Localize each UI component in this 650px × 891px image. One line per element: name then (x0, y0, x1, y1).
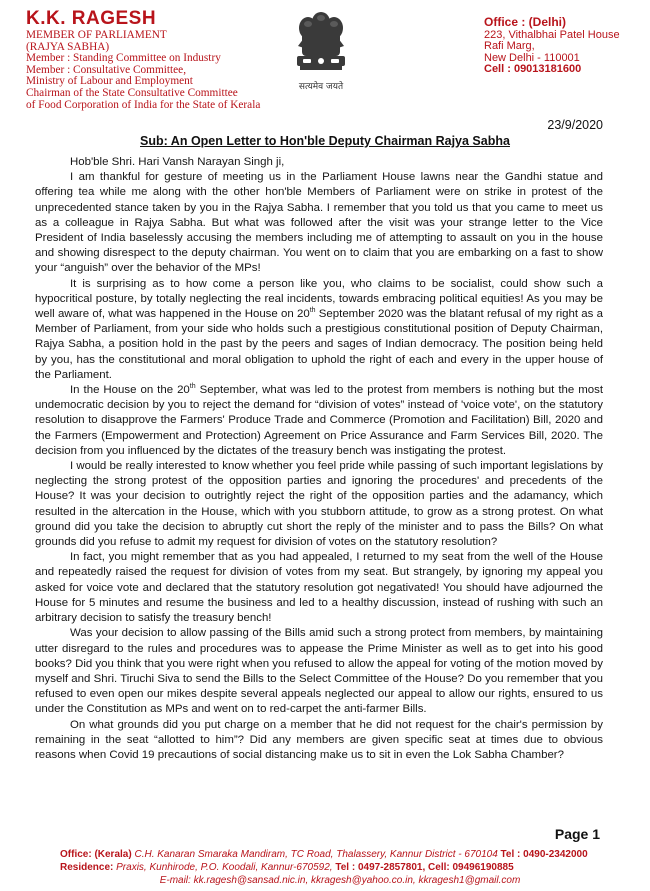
footer-residence-line (60, 861, 620, 874)
sender-name: K.K. RAGESH (26, 8, 157, 29)
footer-office-tel: Tel : 0490-2342000 (500, 849, 588, 860)
office-line: 223, Vithalbhai Patel House (484, 28, 620, 41)
delhi-office-block (484, 17, 620, 76)
footer-residence-address: Praxis, Kunhirode, P.O. Koodali, Kannur-670592, (116, 862, 333, 873)
body-paragraph: In the House on the 20th September, what was led to the protest from members is nothing but the most undemocratic decision by you to reject the demand for “division of votes” instead of 'voice vote', on the statutory resolution to disapprove the Farmers' Produce Trade and Commerce (Promotion and Facilitation) Bill, 2020 and the Farmers (Empowerment and Protection) Agreement on Price Assurance and Farm Services Bill, 2020. The decision from you influenced by the dictates of the treasury bench was instigating the protest. (35, 383, 604, 457)
office-line: Rafi Marg, (484, 40, 535, 53)
body-paragraph: On what grounds did you put charge on a member that he did not request for the chair's permission by remaining in the seat “allotted to him”? Did any members are given specific seat at times due to obvious reasons when Covid 19 precautions of social distancing make us to sit in even the Lok Sabha Chamber? (35, 718, 603, 761)
body-paragraph: I would be really interested to know whether you feel pride while passing of such important legislations by neglecting the strong protest of the opposition parties and ignoring the procedures' and precedents of the House? It was your decision to outrightly reject the right of the opposition parties and the adamancy, which resulted in the altercation in the House, which with you stubborn attitude, to grow as a strong protest. On what ground did you take the decision to abruptly cut short the reply of the minister and to pass the Bills? On what grounds did you refuse to admit my request for division of votes on the statutory resolution? (35, 460, 603, 549)
office-title: Office : (Delhi) (484, 15, 567, 29)
letterhead-line: (RAJYA SABHA) (26, 40, 110, 53)
footer-residence-tel: Tel : 0497-2857801, (335, 862, 426, 873)
letterhead-line: Member : Standing Committee on Industry (26, 52, 221, 65)
letterhead-line: of Food Corporation of India for the State of Kerala (26, 98, 261, 111)
body-paragraph: In fact, you might remember that as you had appealed, I returned to my seat from the well of the House and repeatedly raised the request for division of votes from my seat. But strangely, by ignoring my appeal you asked for voice vote and declared that the statutory resolution got negativated! You should have adjourned the House for 5 minutes and resume the business and led to a healthy discussion, instead of rushing with such an arbitrary decision to satisfy the treasury bench! (35, 551, 603, 625)
letterhead-line: MEMBER OF PARLIAMENT (26, 29, 167, 41)
emblem-motto: सत्यमेव जयते (298, 82, 344, 92)
office-cell: Cell : 09013181600 (484, 63, 582, 76)
footer-office-address: C.H. Kanaran Smaraka Mandiram, TC Road, Thalassery, Kannur District - 670104 (134, 849, 498, 860)
footer-office-label: Office: (Kerala) (60, 849, 132, 860)
letter-date: 23/9/2020 (547, 118, 603, 132)
letterhead-left (26, 8, 260, 111)
salutation: Hob'ble Shri. Hari Vansh Narayan Singh ji, (70, 156, 285, 168)
body-paragraph: Was your decision to allow passing of the Bills amid such a strong protect from members, by maintaining utter disregard to the rules and procedures was to appease the Prime Minister as well as to get into his good books? Did you think that you were right when you refused to allow the appeal for voting of the motion moved by myself and Shri. Tiruchi Siva to send the Bills to the Select Committee of the House? Do you remember that you refused to even open our mikes despite several appeals neglected our appeal to allow our rights, ensured to us under the Constitution as MPs and went on to red-carpet the anti-farmer Bills. (35, 627, 603, 716)
letterhead-line: Chairman of the State Consultative Committee (26, 86, 238, 99)
body-paragraph: It is surprising as to how come a person like you, who claims to be socialist, could show such a hypocritical posture, by totally neglecting the real incidents, towards embracing political equities! As you may be well aware of, what was happened in the House on 20th September 2020 was the blatant refusal of my right as a Member of Parliament, from your side who holds such a prestigious constitutional position of Deputy Chairman, Rajya Sabha, a position hold in the past by the peers and sages of Indian democracy. The position being held by you, has the constitutional and moral obligation to uphold the right of each and every in the upper house of the Parliament. (35, 277, 603, 381)
page-number: Page 1 (554, 826, 600, 842)
letter-body (35, 155, 603, 763)
letterhead-line: Ministry of Labour and Employment (26, 75, 193, 88)
footer-residence-cell: Cell: 09496190885 (428, 862, 514, 873)
footer-office-line (60, 848, 620, 861)
office-line: New Delhi - 110001 (484, 51, 580, 64)
letter-footer (60, 848, 620, 887)
body-paragraph: I am thankful for gesture of meeting us in the Parliament House lawns near the Gandhi statue and offering tea while me along with the other hon'ble Members of Parliament were on strike in protest of the unprecedented stance taken by you in the Rajya Sabha. I remember that you told us that you came to meet us as a colleague in Rajya Sabha. But what was followed after the visit was your strange letter to the Vice President of India baselessly accusing the members including me of attempting to assault on you in the house and showing disrespect to the deputy chairman. You went on to claim that you are embarking on a fast to show your “anguish” over the behavior of the MPs! (35, 171, 603, 275)
letter-subject: Sub: An Open Letter to Hon'ble Deputy Chairman Rajya Sabha (140, 134, 510, 148)
footer-residence-label: Residence: (60, 862, 114, 873)
letterhead-line: Member : Consultative Committee, (26, 63, 187, 76)
footer-email: E-mail: kk.ragesh@sansad.nic.in, kkragesh@yahoo.co.in, kkragesh1@gmail.com (159, 875, 521, 886)
